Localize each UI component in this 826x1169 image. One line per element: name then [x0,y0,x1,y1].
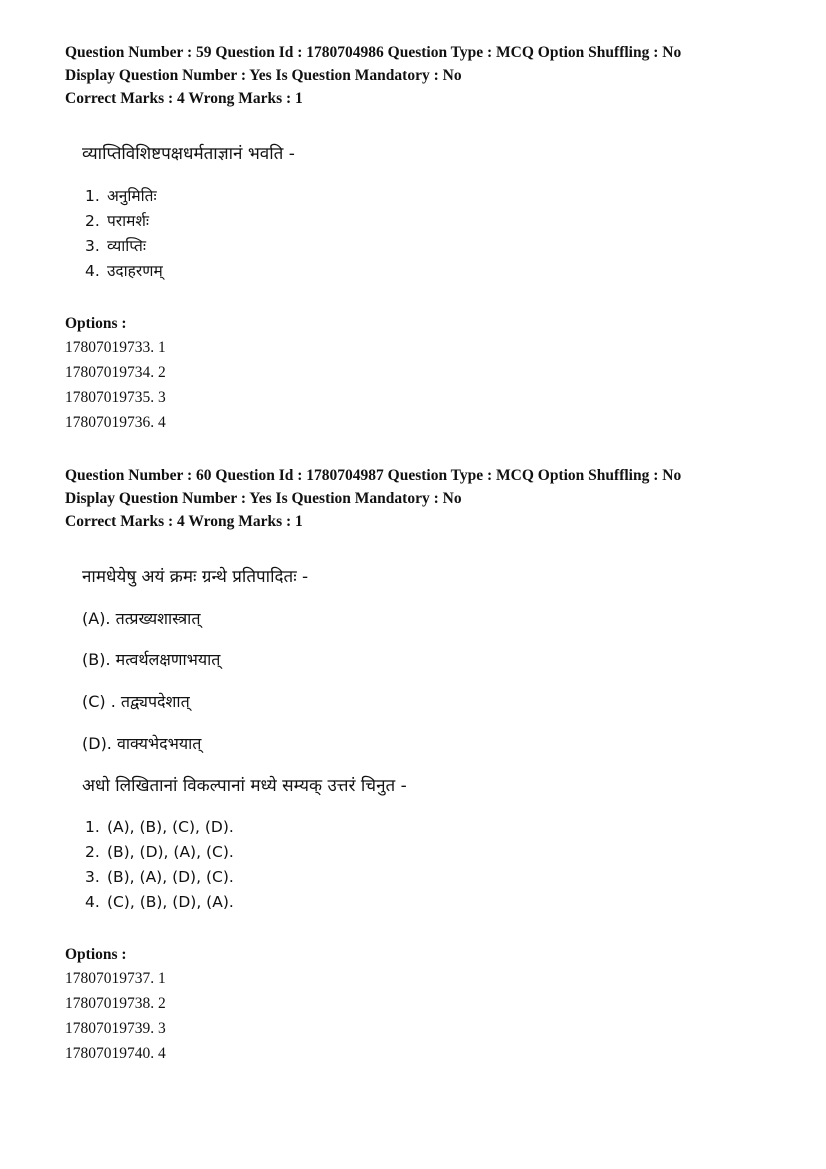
options-list [65,335,166,435]
statement-a: (A). तत्प्रख्यशास्त्रात् [82,609,201,628]
statement-c: (C) . तद्व्यपदेशात् [82,692,190,711]
meta-line-2: Display Question Number : Yes Is Question Mandatory : No [65,67,462,84]
choice-item: 2. (B), (D), (A), (C). [85,843,234,861]
choice-item: 3. व्याप्तिः [85,237,146,255]
choice-item: 3. (B), (A), (D), (C). [85,868,234,886]
instruction-text: अधो लिखितानां विकल्पानां मध्ये सम्यक् उत्तरं चिनुत - [82,776,407,796]
option-id: 17807019736. 4 [65,414,166,431]
choice-item: 4. (C), (B), (D), (A). [85,893,234,911]
choice-item: 2. परामर्शः [85,212,150,230]
question-stem: नामधेयेषु अयं क्रमः ग्रन्थे प्रतिपादितः - [82,567,309,587]
question-meta [65,464,681,533]
meta-line-3: Correct Marks : 4 Wrong Marks : 1 [65,513,303,530]
choice-list [85,815,234,915]
statement-b: (B). मत्वर्थलक्षणाभयात् [82,650,221,669]
options-heading: Options : [65,315,127,332]
option-id: 17807019733. 1 [65,339,166,356]
option-id: 17807019737. 1 [65,970,166,987]
choice-list [85,184,163,284]
option-id: 17807019734. 2 [65,364,166,381]
choice-item: 1. अनुमितिः [85,187,157,205]
meta-line-3: Correct Marks : 4 Wrong Marks : 1 [65,90,303,107]
option-id: 17807019740. 4 [65,1045,166,1062]
option-id: 17807019735. 3 [65,389,166,406]
option-id: 17807019738. 2 [65,995,166,1012]
options-heading: Options : [65,946,127,963]
choice-item: 1. (A), (B), (C), (D). [85,818,234,836]
meta-line-1: Question Number : 60 Question Id : 1780704987 Question Type : MCQ Option Shuffling : No [65,467,682,484]
choice-item: 4. उदाहरणम् [85,262,163,280]
statement-d: (D). वाक्यभेदभयात् [82,734,202,753]
option-id: 17807019739. 3 [65,1020,166,1037]
question-stem: व्याप्तिविशिष्टपक्षधर्मताज्ञानं भवति - [82,144,295,164]
meta-line-2: Display Question Number : Yes Is Question Mandatory : No [65,490,462,507]
meta-line-1: Question Number : 59 Question Id : 1780704986 Question Type : MCQ Option Shuffling : No [65,44,682,61]
options-list [65,966,166,1066]
question-meta [65,41,681,110]
